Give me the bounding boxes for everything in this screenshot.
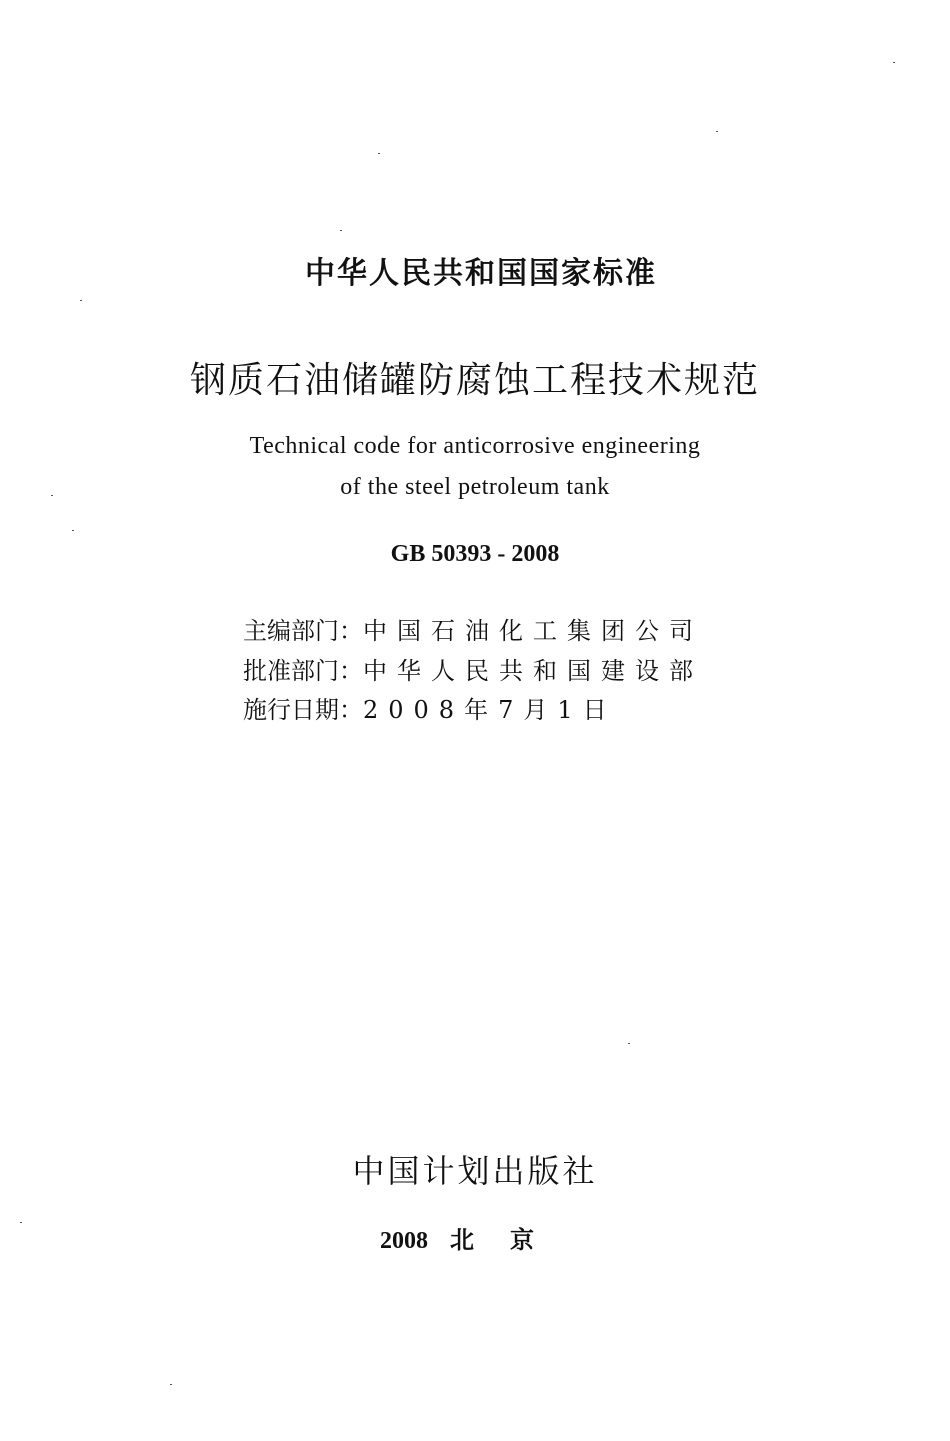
standard-category: 中华人民共和国国家标准: [305, 256, 657, 291]
effective-date-label: 施行日期：: [243, 696, 363, 724]
scan-speck: [628, 1043, 630, 1044]
scan-speck: [72, 530, 74, 531]
scan-speck: [893, 62, 895, 63]
publication-city: 北京: [450, 1226, 570, 1254]
publication-line: [0, 1220, 950, 1255]
scan-speck: [80, 300, 82, 301]
publisher-name: 中国计划出版社: [352, 1152, 598, 1190]
effective-date-row: [243, 690, 617, 725]
scan-speck: [20, 1222, 22, 1223]
title-english-line-1: Technical code for anticorrosive engineering: [249, 433, 701, 459]
editor-value: 中国石油化工集团公司: [363, 617, 703, 645]
editor-row: [243, 611, 703, 646]
title-chinese: 钢质石油储罐防腐蚀工程技术规范: [189, 360, 760, 401]
effective-date-value: 2008年7月1日: [363, 696, 617, 724]
scan-speck: [378, 153, 380, 154]
standard-code: GB 50393 - 2008: [390, 541, 560, 567]
approver-label: 批准部门：: [243, 657, 363, 685]
publication-year: 2008: [380, 1228, 428, 1254]
scan-speck: [170, 1384, 172, 1385]
approver-value: 中华人民共和国建设部: [363, 657, 703, 685]
title-english-line-2: of the steel petroleum tank: [340, 474, 610, 500]
scan-speck: [340, 230, 342, 231]
approver-row: [243, 651, 703, 686]
editor-label: 主编部门：: [243, 617, 363, 645]
scan-speck: [51, 495, 53, 496]
scan-speck: [716, 131, 718, 132]
